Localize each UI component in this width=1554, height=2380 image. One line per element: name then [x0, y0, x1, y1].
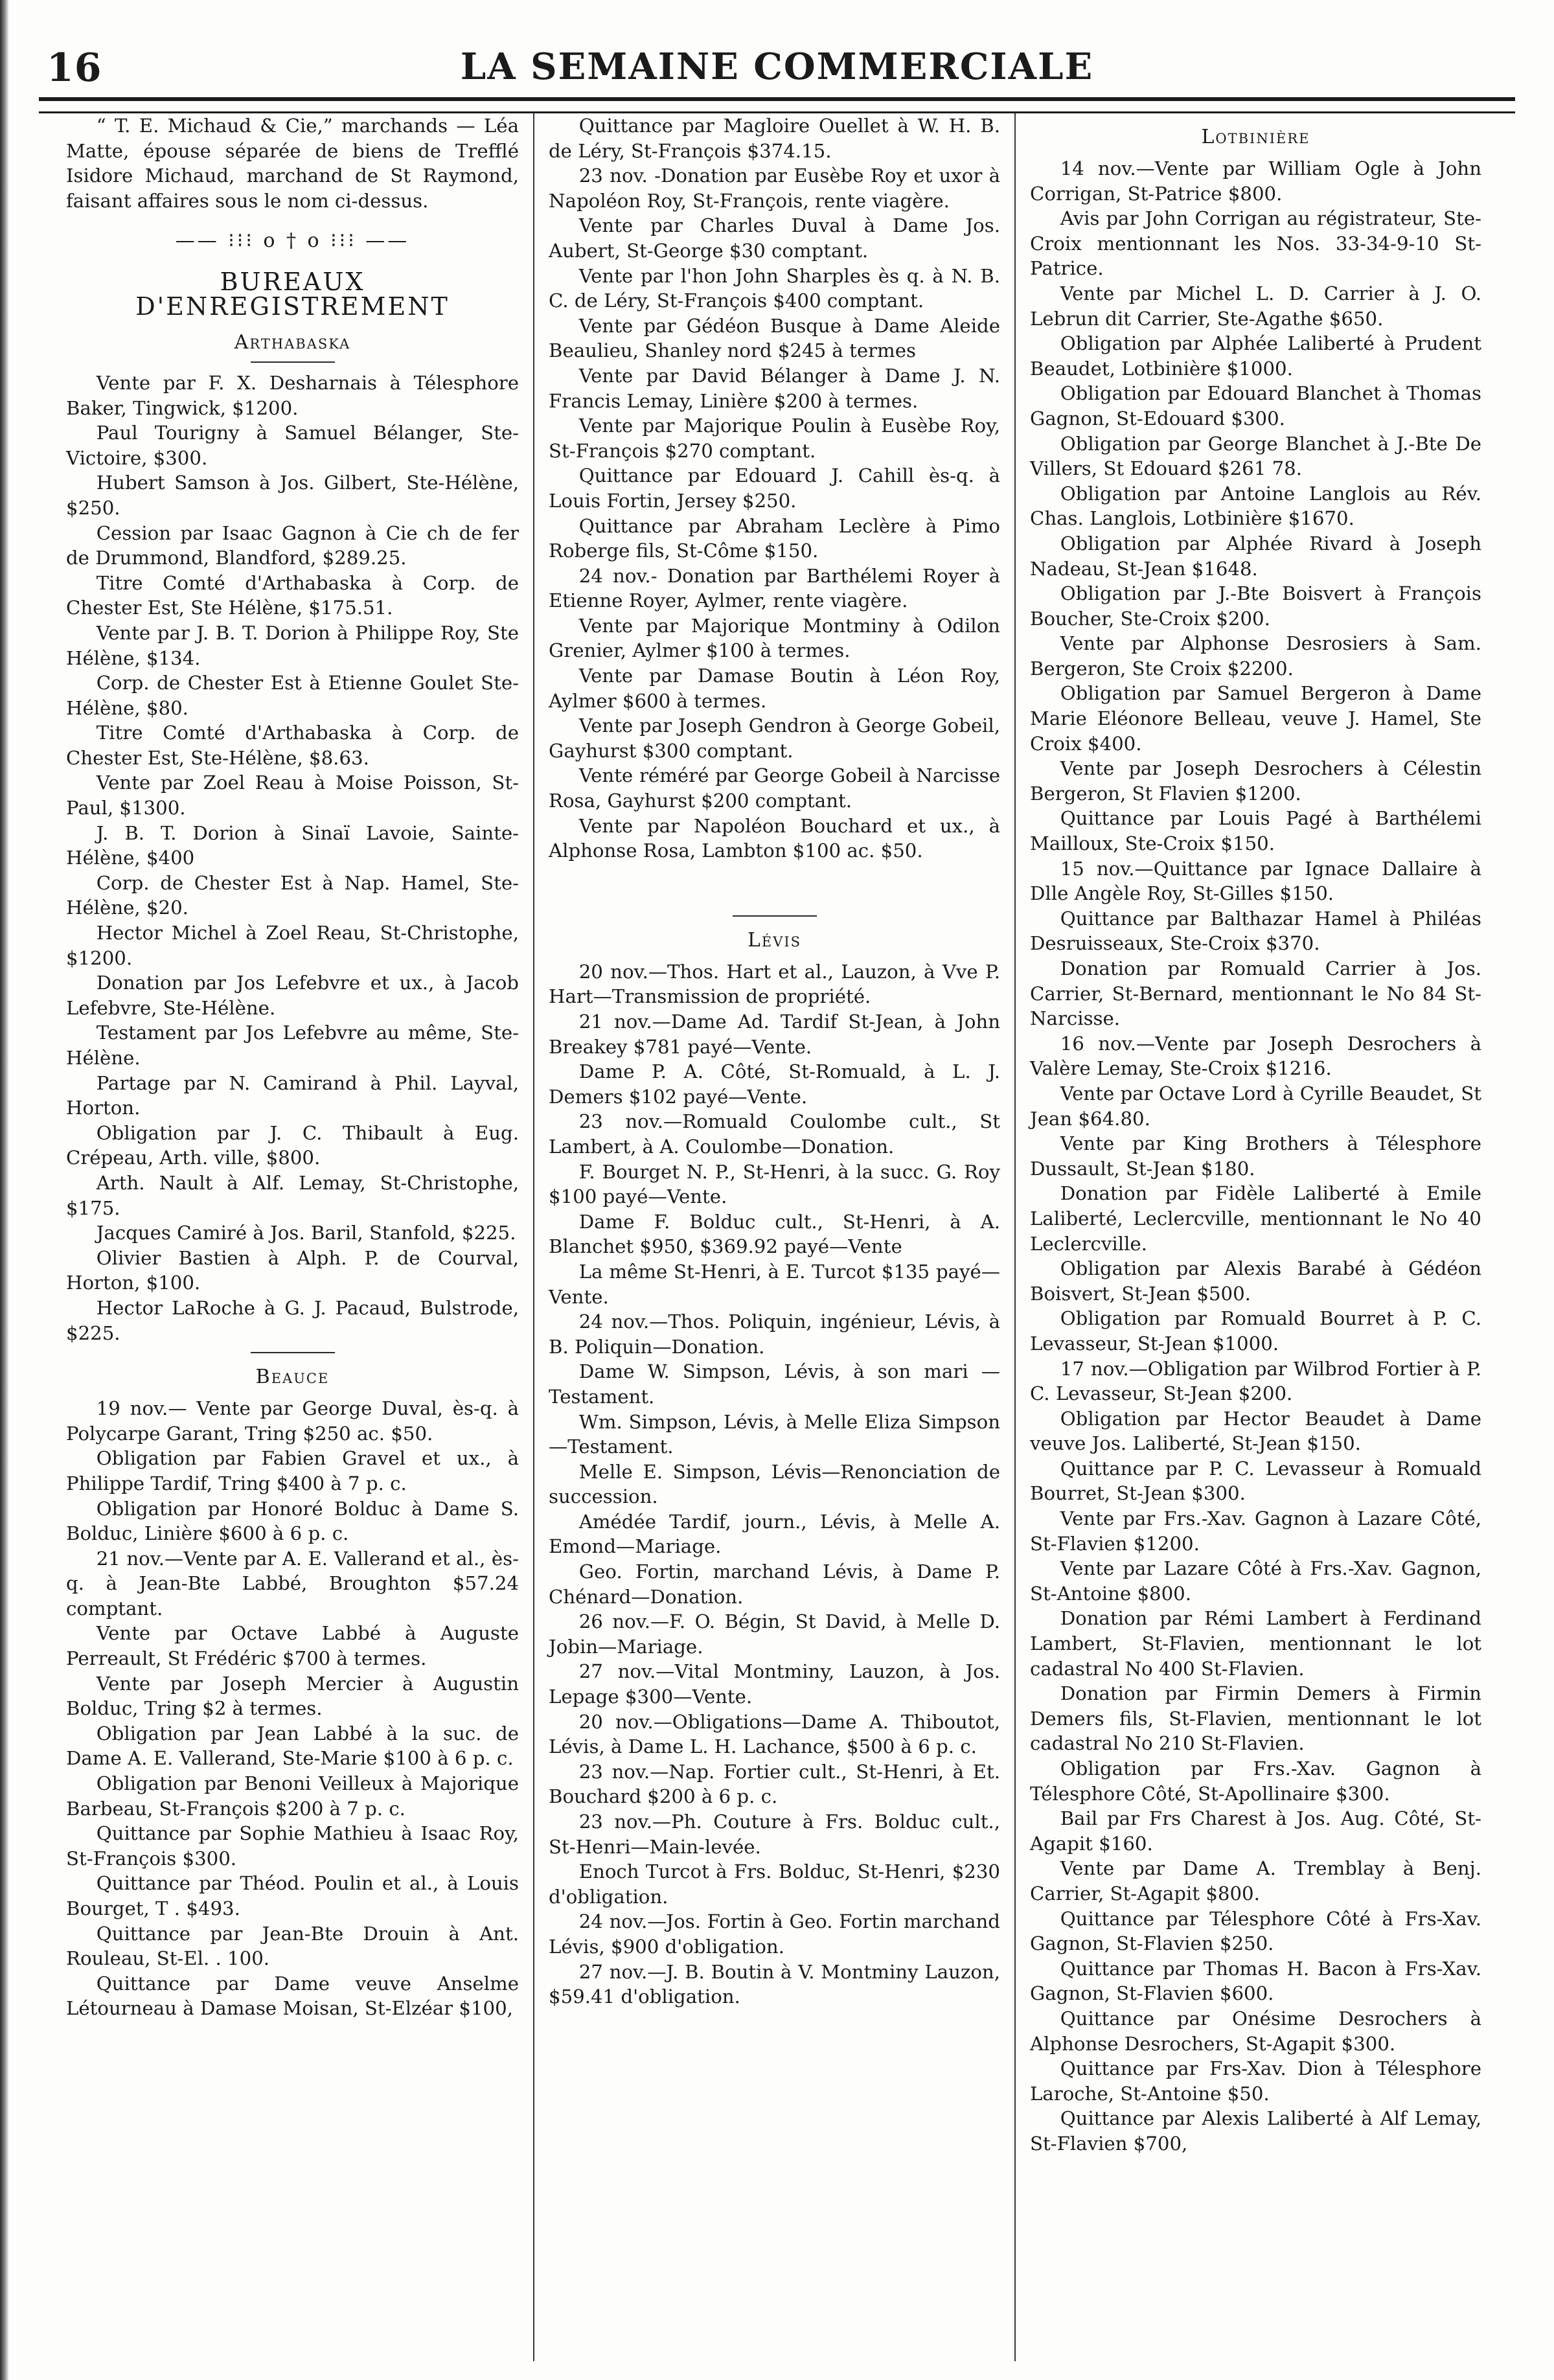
register-entry: Amédée Tardif, journ., Lévis, à Melle A. Emond—Mariage. [549, 1510, 1000, 1558]
register-entry: Quittance par Edouard J. Cahill ès-q. à Louis Fortin, Jersey $250. [549, 464, 1000, 512]
register-entry: 17 nov.—Obligation par Wilbrod Fortier à P. C. Levasseur, St-Jean $200. [1030, 1357, 1481, 1405]
register-entry: Vente par Frs.-Xav. Gagnon à Lazare Côté, St-Flavien $1200. [1030, 1507, 1481, 1555]
register-entry: Obligation par Benoni Veilleux à Majorique Barbeau, St-François $200 à 7 p. c. [66, 1772, 519, 1820]
register-entry: Vente réméré par George Gobeil à Narcisse Rosa, Gayhurst $200 comptant. [549, 764, 1000, 812]
levis-entries [549, 959, 1000, 2009]
register-entry: Enoch Turcot à Frs. Bolduc, St-Henri, $230 d'obligation. [549, 1860, 1000, 1908]
register-entry: Melle E. Simpson, Lévis—Renonciation de succession. [549, 1460, 1000, 1508]
register-entry: Corp. de Chester Est à Nap. Hamel, Ste-Hélène, $20. [66, 871, 519, 919]
register-entry: Obligation par Jean Labbé à la suc. de Dame A. E. Vallerand, Ste-Marie $100 à 6 p. c. [66, 1722, 519, 1770]
register-entry: Vente par Majorique Montminy à Odilon Grenier, Aylmer $100 à termes. [549, 614, 1000, 662]
register-entry: Partage par N. Camirand à Phil. Layval, Horton. [66, 1071, 519, 1119]
register-entry: Quittance par Télesphore Côté à Frs-Xav. Gagnon, St-Flavien $250. [1030, 1907, 1481, 1955]
register-entry: 24 nov.—Jos. Fortin à Geo. Fortin marchand Lévis, $900 d'obligation. [549, 1910, 1000, 1958]
text-columns [52, 113, 1496, 2361]
register-entry: 23 nov.—Ph. Couture à Frs. Bolduc cult., St-Henri—Main-levée. [549, 1811, 1000, 1858]
beauce-continued-entries [549, 113, 1000, 864]
register-entry: Hector Michel à Zoel Reau, St-Christophe, $1200. [66, 922, 519, 969]
header-double-rule [39, 97, 1515, 113]
register-entry: Vente par David Bélanger à Dame J. N. Francis Lemay, Linière $200 à termes. [549, 364, 1000, 412]
register-entry: Arth. Nault à Alf. Lemay, St-Christophe, $175. [66, 1171, 519, 1219]
register-entry: Quittance par P. C. Levasseur à Romuald Bourret, St-Jean $300. [1030, 1457, 1481, 1505]
register-entry: Vente par Damase Boutin à Léon Roy, Aylmer $600 à termes. [549, 665, 1000, 712]
register-entry: Quittance par Jean-Bte Drouin à Ant. Rouleau, St-El. . 100. [66, 1922, 519, 1970]
register-entry: Vente par Majorique Poulin à Eusèbe Roy, St-François $270 comptant. [549, 415, 1000, 462]
register-entry: Obligation par Romuald Bourret à P. C. Levasseur, St-Jean $1000. [1030, 1307, 1481, 1355]
register-entry: Cession par Isaac Gagnon à Cie ch de fer de Drummond, Blandford, $289.25. [66, 521, 519, 569]
register-entry: Vente par F. X. Desharnais à Télesphore Baker, Tingwick, $1200. [66, 371, 519, 419]
register-entry: Obligation par Alphée Laliberté à Prudent Beaudet, Lotbinière $1000. [1030, 332, 1481, 380]
register-entry: Quittance par Thomas H. Bacon à Frs-Xav. Gagnon, St-Flavien $600. [1030, 1957, 1481, 2005]
register-entry: F. Bourget N. P., St-Henri, à la succ. G. Roy $100 payé—Vente. [549, 1160, 1000, 1208]
column-2 [533, 113, 1014, 2361]
register-entry: 26 nov.—F. O. Bégin, St David, à Melle D. Jobin—Mariage. [549, 1610, 1000, 1658]
register-entry: Vente par Joseph Desrochers à Célestin Bergeron, St Flavien $1200. [1030, 757, 1481, 805]
register-entry: Quittance par Dame veuve Anselme Létourneau à Damase Moisan, St-Elzéar $100, [66, 1972, 519, 2020]
register-entry: 27 nov.—Vital Montminy, Lauzon, à Jos. Lepage $300—Vente. [549, 1660, 1000, 1708]
register-entry: 24 nov.- Donation par Barthélemi Royer à Etienne Royer, Aylmer, rente viagère. [549, 564, 1000, 612]
page-number: 16 [47, 45, 102, 91]
register-entry: Obligation par Edouard Blanchet à Thomas Gagnon, St-Edouard $300. [1030, 382, 1481, 429]
intro-entry: “ T. E. Michaud & Cie,” marchands — Léa Matte, épouse séparée de biens de Trefflé Isidore Michaud, marchand de St Raymond, faisant affaires sous le nom ci-dessus. [66, 115, 519, 212]
register-entry: Dame W. Simpson, Lévis, à son mari —Testament. [549, 1360, 1000, 1408]
register-entry: Obligation par Alphée Rivard à Joseph Nadeau, St-Jean $1648. [1030, 532, 1481, 580]
section-title-levis: Lévis [747, 928, 802, 952]
register-entry: Obligation par George Blanchet à J.-Bte De Villers, St Edouard $261 78. [1030, 432, 1481, 480]
register-entry: Dame F. Bolduc cult., St-Henri, à A. Blanchet $950, $369.92 payé—Vente [549, 1210, 1000, 1258]
register-entry: Vente par Lazare Côté à Frs.-Xav. Gagnon, St-Antoine $800. [1030, 1557, 1481, 1605]
register-entry: Testament par Jos Lefebvre au même, Ste-Hélène. [66, 1022, 519, 1069]
bureau-title: BUREAUX D'ENREGISTREMENT [135, 267, 450, 321]
section-title-arthabaska: Arthabaska [234, 330, 351, 354]
register-entry: 16 nov.—Vente par Joseph Desrochers à Valère Lemay, Ste-Croix $1216. [1030, 1032, 1481, 1080]
register-entry: Obligation par J.-Bte Boisvert à François Boucher, Ste-Croix $200. [1030, 582, 1481, 630]
register-entry: Donation par Rémi Lambert à Ferdinand Lambert, St-Flavien, mentionnant le lot cadastral No 400 St-Flavien. [1030, 1607, 1481, 1680]
register-entry: Quittance par Sophie Mathieu à Isaac Roy, St-François $300. [66, 1822, 519, 1870]
register-entry: Donation par Fidèle Laliberté à Emile Laliberté, Leclercville, mentionnant le No 40 Leclercville. [1030, 1182, 1481, 1255]
register-entry: 23 nov.—Nap. Fortier cult., St-Henri, à Et. Bouchard $200 à 6 p. c. [549, 1760, 1000, 1808]
register-entry: Obligation par Hector Beaudet à Dame veuve Jos. Laliberté, St-Jean $150. [1030, 1407, 1481, 1455]
register-entry: Quittance par Onésime Desrochers à Alphonse Desrochers, St-Agapit $300. [1030, 2007, 1481, 2055]
register-entry: Obligation par Honoré Bolduc à Dame S. Bolduc, Linière $600 à 6 p. c. [66, 1497, 519, 1545]
register-entry: Vente par Alphonse Desrosiers à Sam. Bergeron, Ste Croix $2200. [1030, 632, 1481, 680]
register-entry: Quittance par Louis Pagé à Barthélemi Mailloux, Ste-Croix $150. [1030, 807, 1481, 855]
register-entry: Vente par Napoléon Bouchard et ux., à Alphonse Rosa, Lambton $100 ac. $50. [549, 814, 1000, 862]
register-entry: Vente par l'hon John Sharples ès q. à N. B. C. de Léry, St-François $400 comptant. [549, 264, 1000, 312]
register-entry: 24 nov.—Thos. Poliquin, ingénieur, Lévis, à B. Poliquin—Donation. [549, 1310, 1000, 1358]
masthead-title: LA SEMAINE COMMERCIALE [460, 45, 1094, 88]
register-entry: Donation par Jos Lefebvre et ux., à Jacob Lefebvre, Ste-Hélène. [66, 972, 519, 1019]
register-entry: 23 nov. -Donation par Eusèbe Roy et uxor à Napoléon Roy, St-François, rente viagère. [549, 165, 1000, 212]
page-header [39, 45, 1515, 104]
page-binding-edge [0, 0, 9, 2380]
register-entry: Geo. Fortin, marchand Lévis, à Dame P. Chénard—Donation. [549, 1561, 1000, 1608]
register-entry: La même St-Henri, à E. Turcot $135 payé—Vente. [549, 1260, 1000, 1308]
register-entry: Vente par King Brothers à Télesphore Dussault, St-Jean $180. [1030, 1132, 1481, 1180]
register-entry: Donation par Romuald Carrier à Jos. Carrier, St-Bernard, mentionnant le No 84 St-Narcisse. [1030, 957, 1481, 1030]
section-title-lotbiniere: Lotbinière [1201, 126, 1310, 148]
register-entry: Vente par J. B. T. Dorion à Philippe Roy, Ste Hélène, $134. [66, 621, 519, 669]
register-entry: Avis par John Corrigan au régistrateur, Ste-Croix mentionnant les Nos. 33-34-9-10 St-Patrice. [1030, 207, 1481, 280]
register-entry: 15 nov.—Quittance par Ignace Dallaire à Dlle Angèle Roy, St-Gilles $150. [1030, 857, 1481, 905]
register-entry: Obligation par J. C. Thibault à Eug. Crépeau, Arth. ville, $800. [66, 1121, 519, 1169]
register-entry: Obligation par Alexis Barabé à Gédéon Boisvert, St-Jean $500. [1030, 1257, 1481, 1305]
register-entry: Vente par Joseph Mercier à Augustin Bolduc, Tring $2 à termes. [66, 1672, 519, 1720]
register-entry: Donation par Firmin Demers à Firmin Demers fils, St-Flavien, mentionnant le lot cadastral No 210 St-Flavien. [1030, 1682, 1481, 1755]
register-entry: Vente par Octave Labbé à Auguste Perreault, St Frédéric $700 à termes. [66, 1622, 519, 1670]
register-entry: J. B. T. Dorion à Sinaï Lavoie, Sainte-Hélène, $400 [66, 821, 519, 869]
register-entry: 21 nov.—Dame Ad. Tardif St-Jean, à John Breakey $781 payé—Vente. [549, 1011, 1000, 1058]
register-entry: Titre Comté d'Arthabaska à Corp. de Chester Est, Ste-Hélène, $8.63. [66, 722, 519, 769]
register-entry: Corp. de Chester Est à Etienne Goulet Ste-Hélène, $80. [66, 672, 519, 719]
register-entry: Quittance par Balthazar Hamel à Philéas Desruisseaux, Ste-Croix $370. [1030, 907, 1481, 955]
register-entry: Dame P. A. Côté, St-Romuald, à L. J. Demers $102 payé—Vente. [549, 1060, 1000, 1108]
section-gap [549, 864, 1000, 909]
ornament-divider: —— ⁝⁝⁝ o † o ⁝⁝⁝ —— [175, 229, 410, 253]
register-entry: Quittance par Alexis Laliberté à Alf Lemay, St-Flavien $700, [1030, 2107, 1481, 2155]
register-entry: Vente par Charles Duval à Dame Jos. Aubert, St-George $30 comptant. [549, 214, 1000, 262]
register-entry: Quittance par Abraham Leclère à Pimo Roberge fils, St-Côme $150. [549, 514, 1000, 562]
register-entry: Vente par Joseph Gendron à George Gobeil, Gayhurst $300 comptant. [549, 715, 1000, 762]
register-entry: Vente par Octave Lord à Cyrille Beaudet, St Jean $64.80. [1030, 1082, 1481, 1130]
register-entry: Quittance par Magloire Ouellet à W. H. B. de Léry, St-François $374.15. [549, 115, 1000, 162]
column-3 [1014, 113, 1496, 2361]
register-entry: 21 nov.—Vente par A. E. Vallerand et al., ès-q. à Jean-Bte Labbé, Broughton $57.24 comptant. [66, 1547, 519, 1619]
arthabaska-entries [66, 371, 519, 1345]
register-entry: Jacques Camiré à Jos. Baril, Stanfold, $225. [96, 1222, 516, 1244]
register-entry: Obligation par Antoine Langlois au Rév. Chas. Langlois, Lotbinière $1670. [1030, 482, 1481, 530]
register-entry: Vente par Michel L. D. Carrier à J. O. Lebrun dit Carrier, Ste-Agathe $650. [1030, 282, 1481, 330]
register-entry: Obligation par Fabien Gravel et ux., à Philippe Tardif, Tring $400 à 7 p. c. [66, 1447, 519, 1494]
lotbiniere-entries [1030, 156, 1481, 2157]
register-entry: 20 nov.—Obligations—Dame A. Thiboutot, Lévis, à Dame L. H. Lachance, $500 à 6 p. c. [549, 1710, 1000, 1758]
register-entry: Hector LaRoche à G. J. Pacaud, Bulstrode, $225. [66, 1296, 519, 1344]
register-entry: Vente par Dame A. Tremblay à Benj. Carrier, St-Agapit $800. [1030, 1857, 1481, 1905]
register-entry: Quittance par Théod. Poulin et al., à Louis Bourget, T . $493. [66, 1872, 519, 1919]
register-entry: Vente par Zoel Reau à Moise Poisson, St-Paul, $1300. [66, 772, 519, 819]
register-entry: Wm. Simpson, Lévis, à Melle Eliza Simpson—Testament. [549, 1410, 1000, 1458]
section-rule [251, 1352, 335, 1353]
section-rule [251, 361, 335, 363]
beauce-entries [66, 1396, 519, 2021]
register-entry: Obligation par Frs.-Xav. Gagnon à Télesphore Côté, St-Apollinaire $300. [1030, 1757, 1481, 1805]
register-entry: Titre Comté d'Arthabaska à Corp. de Chester Est, Ste Hélène, $175.51. [66, 571, 519, 619]
register-entry: Hubert Samson à Jos. Gilbert, Ste-Hélène, $250. [66, 472, 519, 519]
register-entry: 14 nov.—Vente par William Ogle à John Corrigan, St-Patrice $800. [1030, 157, 1481, 205]
register-entry: Vente par Gédéon Busque à Dame Aleide Beaulieu, Shanley nord $245 à termes [549, 314, 1000, 362]
register-entry: 27 nov.—J. B. Boutin à V. Montminy Lauzon, $59.41 d'obligation. [549, 1960, 1000, 2008]
section-rule [733, 915, 817, 917]
register-entry: 23 nov.—Romuald Coulombe cult., St Lambert, à A. Coulombe—Donation. [549, 1110, 1000, 1158]
register-entry: Quittance par Frs-Xav. Dion à Télesphore Laroche, St-Antoine $50. [1030, 2057, 1481, 2105]
register-entry: Paul Tourigny à Samuel Bélanger, Ste-Victoire, $300. [66, 422, 519, 469]
column-1 [52, 113, 533, 2361]
section-title-beauce: Beauce [255, 1366, 330, 1389]
register-entry: Olivier Bastien à Alph. P. de Courval, Horton, $100. [66, 1246, 519, 1294]
register-entry: Bail par Frs Charest à Jos. Aug. Côté, St-Agapit $160. [1030, 1807, 1481, 1855]
register-entry: Obligation par Samuel Bergeron à Dame Marie Eléonore Belleau, veuve J. Hamel, Ste Croix $400. [1030, 682, 1481, 755]
register-entry: 19 nov.— Vente par George Duval, ès-q. à Polycarpe Garant, Tring $250 ac. $50. [66, 1397, 519, 1445]
register-entry: 20 nov.—Thos. Hart et al., Lauzon, à Vve P. Hart—Transmission de propriété. [549, 960, 1000, 1008]
